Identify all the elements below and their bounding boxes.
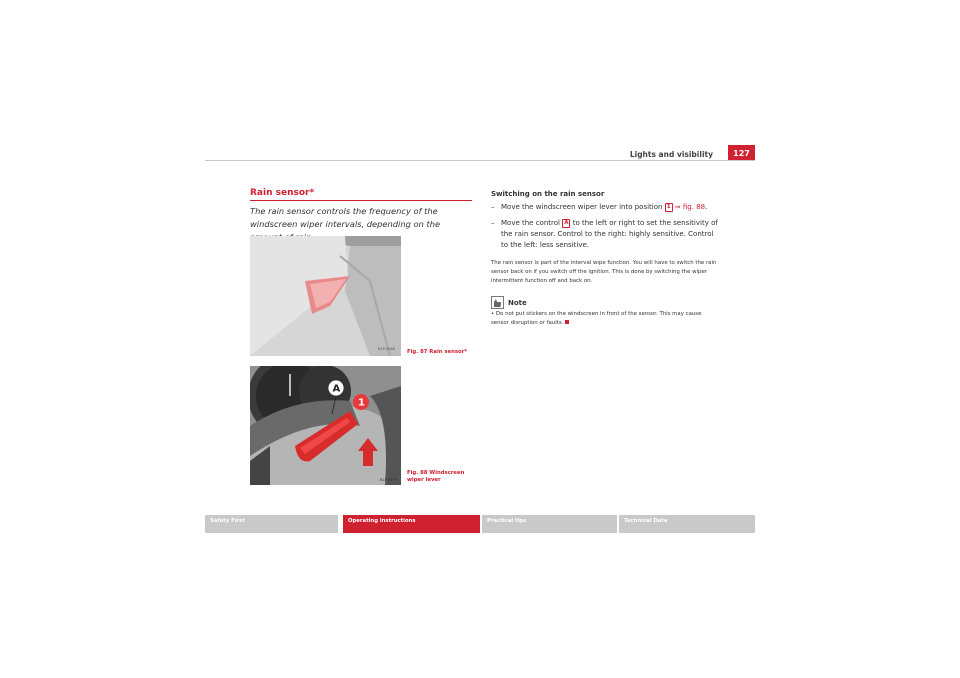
figure-code: B1P-0086 bbox=[378, 347, 395, 351]
figure-rain-sensor bbox=[250, 236, 401, 356]
label-a: A bbox=[332, 383, 341, 395]
label-1: 1 bbox=[358, 397, 365, 409]
step-text: Move the windscreen wiper lever into position bbox=[501, 203, 663, 211]
figure-code: B1P-0449 bbox=[380, 478, 397, 482]
footer-tab-technical-data[interactable]: Technical Data bbox=[619, 515, 755, 533]
header-divider bbox=[205, 160, 755, 161]
note-text: Do not put stickers on the windscreen in front of the sensor. This may cause sensor disruption or faults. bbox=[491, 311, 702, 326]
note-icon bbox=[491, 294, 504, 307]
note-body bbox=[491, 310, 719, 328]
subsection-heading: Switching on the rain sensor bbox=[491, 190, 605, 198]
figure-wiper-lever bbox=[250, 366, 401, 485]
step-dash: – bbox=[491, 203, 495, 211]
figure-reference-link[interactable]: ⇒ fig. 88 bbox=[674, 203, 706, 211]
figure-caption: Fig. 87 Rain sensor* bbox=[407, 349, 468, 355]
chapter-title: Lights and visibility bbox=[629, 150, 713, 159]
section-title: Rain sensor* bbox=[250, 188, 315, 198]
rain-sensor-illustration bbox=[250, 236, 401, 356]
section-intro: The rain sensor controls the frequency of the windscreen wiper intervals, depending on the bbox=[250, 206, 441, 229]
end-of-section-icon bbox=[565, 320, 569, 324]
step-text: Move the control bbox=[501, 219, 560, 227]
step-item bbox=[491, 218, 719, 251]
footer-tab-operating-instructions[interactable]: Operating instructions bbox=[343, 515, 480, 533]
bullet-icon: • bbox=[491, 311, 495, 317]
position-badge: 1 bbox=[666, 204, 671, 210]
footer-tab-safety-first[interactable]: Safety First bbox=[205, 515, 338, 533]
footer-tab-practical-tips[interactable]: Practical tips bbox=[482, 515, 617, 533]
note-title: Note bbox=[508, 299, 527, 307]
step-dash: – bbox=[491, 219, 495, 227]
section-divider bbox=[250, 200, 472, 201]
control-badge: A bbox=[564, 220, 569, 226]
step-item bbox=[491, 202, 719, 213]
wiper-lever-illustration bbox=[250, 366, 401, 485]
figure-caption: Fig. 88 Windscreen wiper lever bbox=[407, 470, 465, 483]
step-text: to the left or right to set the sensitivity of the rain sensor. Control to the right: highly sensitive. Control to the left: less sensitive. bbox=[501, 219, 718, 249]
body-text: The rain sensor is part of the interval wipe function. You will have to switch the rain sensor back on if you switch off the ignition. This is done by switching the wiper intermittent function off and back on. bbox=[491, 260, 717, 284]
page-number: 127 bbox=[728, 145, 755, 161]
step-text: . bbox=[705, 203, 708, 211]
